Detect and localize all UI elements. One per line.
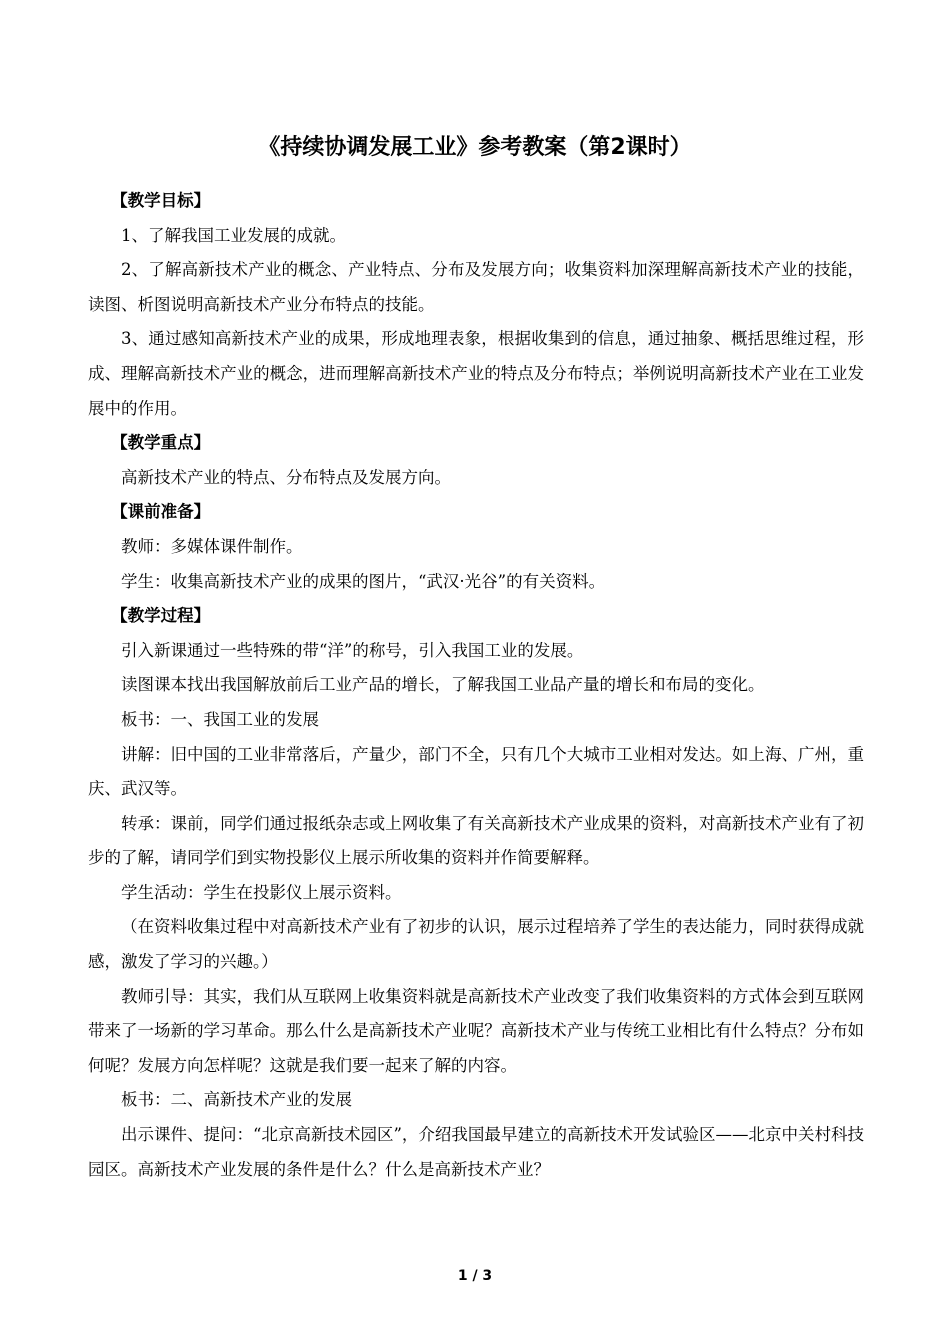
goals-heading: 【教学目标】 (111, 191, 211, 210)
prep-student: 学生：收集高新技术产业的成果的图片，“武汉·光谷”的有关资料。 (121, 571, 606, 591)
document-title: 《持续协调发展工业》参考教案（第2课时） (258, 135, 692, 160)
process-paragraph: 出示课件、提问：“北京高新技术园区”，介绍我国最早建立的高新技术开发试验区——北京中关村科技园区。高新技术产业发展的条件是什么？什么是高新技术产业？ (88, 1125, 864, 1179)
goal-1: 1、了解我国工业发展的成就。 (121, 225, 346, 245)
prep-heading: 【课前准备】 (111, 502, 211, 522)
page-number: 1 / 3 (457, 1268, 493, 1284)
process-heading: 【教学过程】 (111, 606, 211, 626)
process-paragraph: 转承：课前，同学们通过报纸杂志或上网收集了有关高新技术产业成果的资料，对高新技术产业有了初步的了解，请同学们到实物投影仪上展示所收集的资料并作简要解释。 (88, 813, 864, 868)
process-paragraph: （在资料收集过程中对高新技术产业有了初步的认识，展示过程培养了学生的表达能力，同时获得成就感，激发了学习的兴趣。） (88, 917, 864, 972)
process-paragraph: 读图课本找出我国解放前后工业产品的增长，了解我国工业品产量的增长和布局的变化。 (121, 675, 765, 695)
focus-heading: 【教学重点】 (111, 433, 211, 453)
focus-text: 高新技术产业的特点、分布特点及发展方向。 (121, 467, 451, 487)
board-note-2: 板书：二、高新技术产业的发展 (121, 1090, 352, 1110)
process-paragraph: 引入新课通过一些特殊的带“洋”的称号，引入我国工业的发展。 (121, 640, 584, 660)
process-paragraph: 学生活动：学生在投影仪上展示资料。 (121, 882, 402, 902)
goal-3: 3、通过感知高新技术产业的成果，形成地理表象，根据收集到的信息，通过抽象、概括思维过程，形成、理解高新技术产业的概念，进而理解高新技术产业的特点及分布特点；举例说明高新技术产业在工业发展中的作用。 (88, 329, 864, 418)
goal-2: 2、了解高新技术产业的概念、产业特点、分布及发展方向；收集资料加深理解高新技术产业的技能，读图、析图说明高新技术产业分布特点的技能。 (88, 260, 864, 314)
board-note-1: 板书：一、我国工业的发展 (121, 709, 319, 729)
process-paragraph: 教师引导：其实，我们从互联网上收集资料就是高新技术产业改变了我们收集资料的方式体会到互联网带来了一场新的学习革命。那么什么是高新技术产业呢？高新技术产业与传统工业相比有什么特点？分布如何呢？发展方向怎样呢？这就是我们要一起来了解的内容。 (88, 986, 864, 1075)
prep-teacher: 教师：多媒体课件制作。 (121, 536, 303, 556)
document-body (88, 184, 864, 1187)
process-paragraph: 讲解：旧中国的工业非常落后，产量少，部门不全，只有几个大城市工业相对发达。如上海、广州，重庆、武汉等。 (88, 744, 864, 799)
